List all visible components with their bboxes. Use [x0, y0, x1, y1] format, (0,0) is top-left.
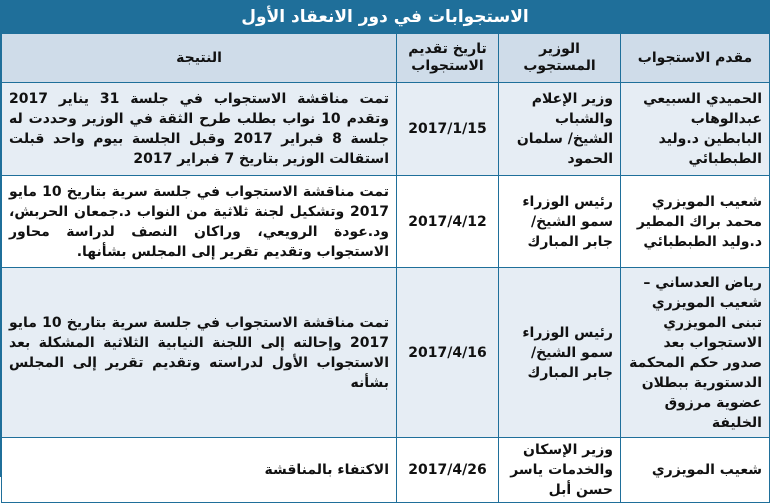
cell-date: 2017/4/26	[397, 438, 499, 503]
cell-presenter: رياض العدساني – شعيب المويزري تبنى المويزري الاستجواب بعد صدور حكم المحكمة الدستورية ببطلان عضوية مرزوق الخليفة	[621, 268, 770, 438]
cell-presenter: شعيب المويزري محمد براك المطير د.وليد الطبطبائي	[621, 176, 770, 268]
cell-minister: وزير الإعلام والشباب الشيخ/ سلمان الحمود	[499, 83, 621, 176]
table-title: الاستجوابات في دور الانعقاد الأول	[1, 1, 769, 33]
header-minister: الوزير المستجوب	[499, 34, 621, 83]
cell-presenter: الحميدي السبيعي عبدالوهاب البابطين د.وليد الطبطبائي	[621, 83, 770, 176]
cell-minister: رئيس الوزراء سمو الشيخ/ جابر المبارك	[499, 268, 621, 438]
interpellations-table	[1, 33, 770, 503]
cell-presenter: شعيب المويزري	[621, 438, 770, 503]
cell-result: تمت مناقشة الاستجواب في جلسة سرية بتاريخ 10 مايو 2017 وإحالته إلى اللجنة النيابية الثلاثية المشكلة بعد الاستجواب الأول لدراسته وتقديم تقرير إلى المجلس بشأنه	[2, 268, 397, 438]
cell-date: 2017/4/12	[397, 176, 499, 268]
table-row	[2, 83, 770, 176]
table-row	[2, 438, 770, 503]
header-result: النتيجة	[2, 34, 397, 83]
header-presenter: مقدم الاستجواب	[621, 34, 770, 83]
table-row	[2, 268, 770, 438]
table-row	[2, 176, 770, 268]
cell-result: تمت مناقشة الاستجواب في جلسة 31 يناير 2017 وتقدم 10 نواب بطلب طرح الثقة في الوزير وحددت له جلسة 8 فبراير 2017 وقبل الجلسة بيوم واحد قبلت استقالت الوزير بتاريخ 7 فبراير 2017	[2, 83, 397, 176]
table-header-row	[2, 34, 770, 83]
header-date: تاريخ تقديم الاستجواب	[397, 34, 499, 83]
cell-minister: رئيس الوزراء سمو الشيخ/ جابر المبارك	[499, 176, 621, 268]
cell-minister: وزير الإسكان والخدمات ياسر حسن أبل	[499, 438, 621, 503]
cell-date: 2017/1/15	[397, 83, 499, 176]
cell-result: تمت مناقشة الاستجواب في جلسة سرية بتاريخ 10 مايو 2017 وتشكيل لجنة ثلاثية من النواب د.جمعان الحربش، ود.عودة الرويعي، وراكان النصف لدراسة محاور الاستجواب وتقديم تقرير إلى المجلس بشأنها.	[2, 176, 397, 268]
cell-result: الاكتفاء بالمناقشة	[2, 438, 397, 503]
cell-date: 2017/4/16	[397, 268, 499, 438]
